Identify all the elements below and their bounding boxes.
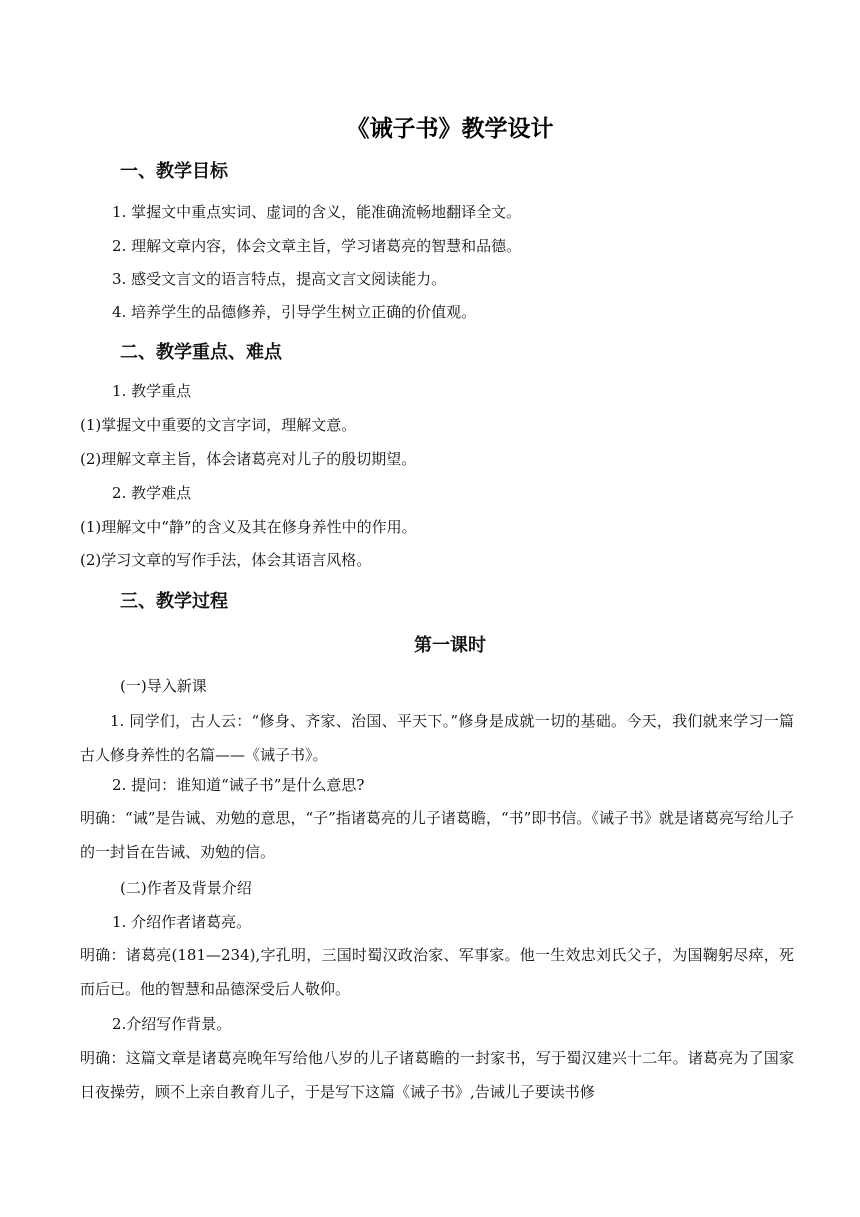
part2-paragraph-3: 2.介绍写作背景。 [112,1015,232,1033]
section-heading-keypoints: 二、教学重点、难点 [120,342,282,363]
section-heading-objectives: 一、教学目标 [120,161,228,182]
part1-paragraph-1: 1. 同学们，古人云：“修身、齐家、治国、平天下。”修身是成就一切的基础。今天，我们就来学习一篇古人修身养性的名篇——《诫子书》。 [80,712,794,764]
section-heading-process: 三、教学过程 [120,591,228,612]
focus-item-2: (2)理解文章主旨，体会诸葛亮对儿子的殷切期望。 [80,450,417,468]
part1-paragraph-2: 2. 提问：谁知道“诫子书”是什么意思? [112,776,365,794]
objective-item-1: 1. 掌握文中重点实词、虚词的含义，能准确流畅地翻译全文。 [112,203,522,221]
difficulty-item-1: (1)理解文中“静”的含义及其在修身养性中的作用。 [80,518,417,536]
document-title: 《诫子书》教学设计 [346,116,554,142]
lesson-title: 第一课时 [414,635,486,656]
part2-paragraph-2: 明确：诸葛亮(181—234),字孔明，三国时蜀汉政治家、军事家。他一生效忠刘氏父子，为国鞠躬尽瘁，死而后已。他的智慧和品德深受后人敬仰。 [80,946,794,998]
objective-item-3: 3. 感受文言文的语言特点，提高文言文阅读能力。 [112,270,447,288]
objective-item-4: 4. 培养学生的品德修养，引导学生树立正确的价值观。 [112,303,477,321]
difficulty-label: 2. 教学难点 [112,484,192,502]
difficulty-item-2: (2)学习文章的写作手法，体会其语言风格。 [80,551,372,569]
objective-item-2: 2. 理解文章内容，体会文章主旨，学习诸葛亮的智慧和品德。 [112,237,522,255]
part2-paragraph-4: 明确：这篇文章是诸葛亮晚年写给他八岁的儿子诸葛瞻的一封家书，写于蜀汉建兴十二年。诸葛亮为了国家日夜操劳，顾不上亲自教育儿子，于是写下这篇《诫子书》,告诫儿子要读书修 [80,1049,794,1101]
focus-item-1: (1)掌握文中重要的文言字词，理解文意。 [80,416,357,434]
part1-label: (一)导入新课 [120,677,207,695]
part1-paragraph-3: 明确：“诫”是告诫、劝勉的意思，“子”指诸葛亮的儿子诸葛瞻，“书”即书信。《诫子书》就是诸葛亮写给儿子的一封旨在告诫、劝勉的信。 [80,809,794,861]
part2-paragraph-1: 1. 介绍作者诸葛亮。 [112,913,252,931]
part2-label: (二)作者及背景介绍 [120,879,252,897]
focus-label: 1. 教学重点 [112,382,192,400]
